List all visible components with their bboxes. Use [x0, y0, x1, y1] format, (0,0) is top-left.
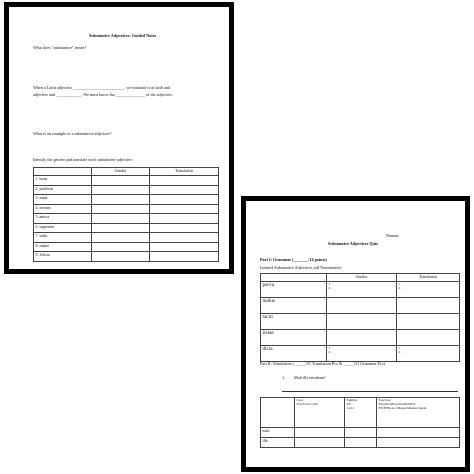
gender-cell[interactable]: [92, 233, 150, 243]
translation-cell[interactable]: [150, 176, 219, 186]
gender-cell[interactable]: [327, 314, 397, 330]
notes-question-1: What does "substantive" mean?: [33, 45, 87, 50]
quiz-grammar-table: [260, 273, 460, 362]
gender-cell[interactable]: [92, 176, 150, 186]
function-cell[interactable]: [377, 438, 460, 448]
number-cell[interactable]: [345, 428, 377, 438]
gender-cell[interactable]: [92, 223, 150, 233]
quiz-header-translation: Translation: [397, 274, 460, 282]
gender-cell[interactable]: [92, 204, 150, 214]
quiz-title: Substantive Adjectives Quiz: [328, 241, 379, 246]
t2-header-blank: [261, 398, 295, 428]
quiz-part1-subheading: Isolated Substantive Adjectives (all Nominative): [260, 265, 342, 270]
notes-word: 9. felicia: [34, 252, 92, 262]
t2-function-options: Subj/Pred/Poss/IO/DO/PrN/ PN/PNN/Acc/Means/Manner/Agent: [378, 402, 427, 410]
notes-question-3: What is an example of a substantive adjective?: [33, 131, 112, 136]
t2-number-label: Number: [346, 398, 358, 402]
translation-cell[interactable]: [150, 252, 219, 262]
table-row: [34, 185, 219, 195]
t2-word: ille: [261, 438, 295, 448]
quiz-translation-table: [260, 397, 460, 448]
t2-header-case: [295, 398, 345, 428]
notes-instruction: Identify the gender and translate each substantive adjective:: [33, 157, 134, 162]
notes-word: 2. pulchrae: [34, 185, 92, 195]
translation-cell[interactable]: [150, 242, 219, 252]
quiz-word: taciti: [261, 314, 327, 330]
notes-word: 6. sapientes: [34, 223, 92, 233]
translation-cell[interactable]: [397, 298, 460, 314]
translation-cell[interactable]: 1. 2.: [397, 346, 460, 362]
table-row: [34, 204, 219, 214]
table-row: [34, 195, 219, 205]
quiz-part1-heading: Part I: Grammar (_______/14 points): [260, 257, 327, 262]
t2-number-options: S/P 1/pl s: [346, 402, 354, 410]
quiz-header-blank: [261, 274, 327, 282]
table-row: [261, 282, 460, 298]
case-cell[interactable]: [295, 428, 345, 438]
t2-header-number: [345, 398, 377, 428]
notes-word: 1. bona: [34, 176, 92, 186]
quiz-word: irstae: [261, 330, 327, 346]
notes-header-blank: [34, 168, 92, 176]
table-row: [34, 233, 219, 243]
t2-function-label: Function: [378, 398, 391, 402]
table-row: [34, 242, 219, 252]
notes-question-2b: adjective and ____________. We must know the ______________ of the adjective.: [33, 92, 173, 97]
translation-cell[interactable]: [150, 204, 219, 214]
quiz-name-label: Nomen:: [386, 233, 400, 238]
gender-cell[interactable]: 1. 2.: [327, 282, 397, 298]
notes-word: 7. stulti: [34, 233, 92, 243]
quiz-word: parva: [261, 282, 327, 298]
quiz-word: dicta: [261, 346, 327, 362]
translation-cell[interactable]: [150, 223, 219, 233]
gender-cell[interactable]: [92, 195, 150, 205]
table-row: [34, 223, 219, 233]
table-row: [261, 438, 460, 448]
quiz-sentence: Mali ille necabant!: [294, 375, 326, 380]
function-cell[interactable]: [377, 428, 460, 438]
table-row: [261, 346, 460, 362]
translation-cell[interactable]: [150, 185, 219, 195]
quiz-part2-heading: Part II: Translation ( _____/21 Translation Pt.s & _____/21 Grammar Pt.s): [260, 361, 385, 366]
quiz-header-gender: Gender: [327, 274, 397, 282]
gender-cell[interactable]: [92, 252, 150, 262]
notes-word: 5. amica: [34, 214, 92, 224]
answer-line[interactable]: [282, 391, 458, 392]
translation-cell[interactable]: 1. 2.: [397, 282, 460, 298]
table-row: [34, 214, 219, 224]
notes-header-gender: Gender: [92, 168, 150, 176]
t2-case-label: Case: [296, 398, 303, 402]
t2-case-options: N/G/D/Acc/Abl: [296, 402, 318, 406]
notes-table: [33, 167, 219, 262]
quiz-word: malus: [261, 298, 327, 314]
table-row: [34, 176, 219, 186]
notes-question-2a: When a Latin adjective ____________ ____________, we translate it as both and: [33, 85, 170, 90]
translation-cell[interactable]: [397, 314, 460, 330]
notes-header-translation: Translation: [150, 168, 219, 176]
table-row: [261, 428, 460, 438]
quiz-page: [241, 196, 470, 472]
notes-title: Substantive Adjectives: Guided Notes: [89, 33, 157, 38]
gender-cell[interactable]: [327, 330, 397, 346]
translation-cell[interactable]: [150, 214, 219, 224]
case-cell[interactable]: [295, 438, 345, 448]
translation-cell[interactable]: [397, 330, 460, 346]
gender-cell[interactable]: 1. 2.: [327, 346, 397, 362]
gender-cell[interactable]: [92, 214, 150, 224]
table-row: [261, 314, 460, 330]
table-row: [34, 252, 219, 262]
table-row: [261, 298, 460, 314]
guided-notes-page: [4, 2, 234, 274]
notes-word: 8. malae: [34, 242, 92, 252]
gender-cell[interactable]: [327, 298, 397, 314]
translation-cell[interactable]: [150, 233, 219, 243]
number-cell[interactable]: [345, 438, 377, 448]
gender-cell[interactable]: [92, 242, 150, 252]
gender-cell[interactable]: [92, 185, 150, 195]
t2-header-function: [377, 398, 460, 428]
notes-word: 4. novum: [34, 204, 92, 214]
table-row: [261, 330, 460, 346]
quiz-sentence-number: 1.: [282, 375, 286, 380]
translation-cell[interactable]: [150, 195, 219, 205]
t2-word: mali: [261, 428, 295, 438]
notes-word: 3. mala: [34, 195, 92, 205]
